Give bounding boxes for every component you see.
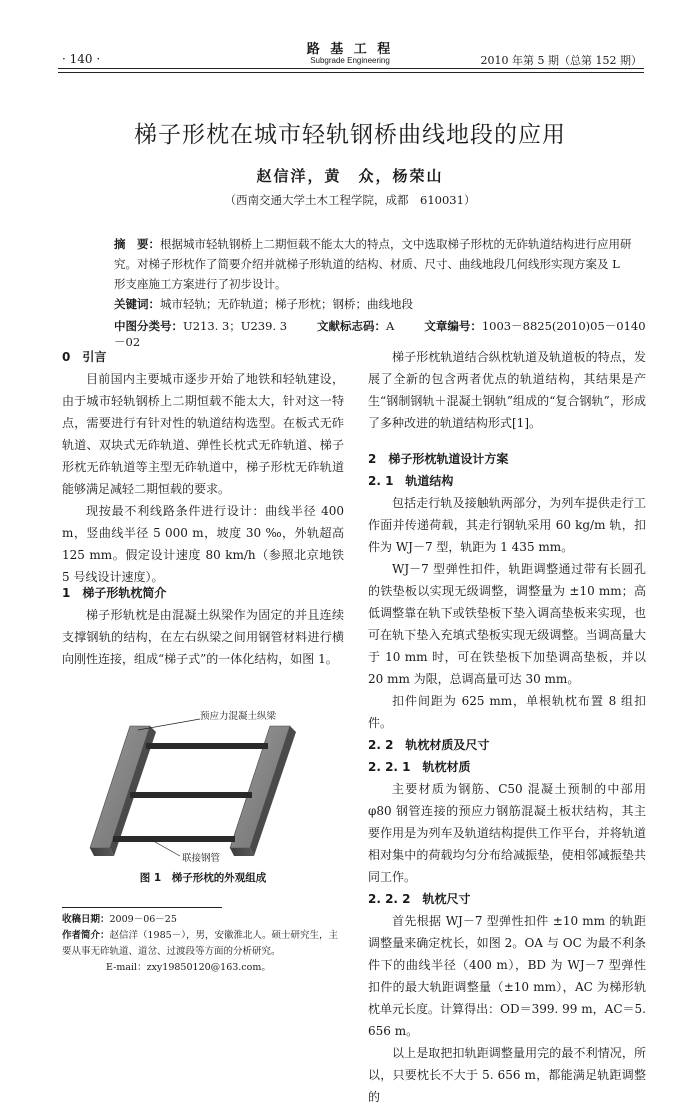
left-column-section1: [62, 582, 344, 670]
affiliation: （西南交通大学土木工程学院，成都 610031）: [224, 193, 476, 207]
left-column-top: [62, 346, 344, 588]
page-number: · 140 ·: [62, 52, 101, 66]
section-heading-2-2-2: 2. 2. 2 轨枕尺寸: [368, 892, 471, 906]
doccode-value: A: [386, 319, 395, 333]
articleno-label: 文章编号：: [424, 319, 482, 333]
clc-label: 中图分类号：: [114, 319, 183, 333]
left-beam-side: [90, 848, 114, 856]
doccode-label: 文献标志码：: [317, 319, 387, 333]
paragraph: WJ－7 型弹性扣件，轨距调整通过带有长圆孔的铁垫板以实现无级调整，调整量为 ±10 mm；高低调整靠在轨下或铁垫板下垫入调高垫板来实现，也可在轨下垫入充填式垫板实现无级调整。当调高量大于 10 mm 时，可在铁垫板下加垫调高垫板，并以 20 mm 为限，总调高量可达 30 mm。: [368, 562, 646, 686]
pipe-3: [113, 836, 235, 842]
author-list: 赵信洋，黄 众，杨荣山: [256, 167, 444, 185]
figure-caption: 图 1 梯子形枕的外观组成: [139, 872, 267, 884]
paragraph: 首先根据 WJ－7 型弹性扣件 ±10 mm 的轨距调整量来确定枕长，如图 2。OA 与 OC 为最不利条件下的曲线半径（400 m），BD 为 WJ－7 型弹性扣件的最大轨距调整量（±10 mm），AC 为梯形轨枕单元长度。计算得出：OD＝399. 99 m，AC＝5. 656 m。: [368, 914, 646, 1038]
paragraph: 扣件间距为 625 mm，单根轨枕布置 8 组扣件。: [368, 694, 646, 730]
received-value: 2009－06－25: [109, 914, 177, 925]
paragraph: 包括走行轨及接触轨两部分，为列车提供走行工作面并传递荷载，其走行钢轨采用 60 kg/m 轨，扣件为 WJ－7 型，轨距为 1 435 mm。: [368, 496, 646, 554]
keywords-label: 关键词：: [114, 297, 160, 311]
abstract: [114, 234, 634, 294]
author-bio-label: 作者简介：: [62, 930, 110, 941]
right-beam-side: [230, 848, 254, 856]
keywords: [114, 296, 634, 312]
issue-info: 2010 年第 5 期（总第 152 期）: [480, 54, 642, 67]
paragraph: 现按最不利线路条件进行设计：曲线半径 400 m，竖曲线半径 5 000 m，坡度 30 ‰，外轨超高 125 mm。假定设计速度 80 km/h（参照北京地铁 5 号线设计速度）。: [62, 504, 344, 584]
articleno-value: 1003－8825(2010)05－0140－02: [114, 319, 646, 349]
pipe-1: [146, 743, 268, 749]
received-date: [62, 912, 344, 928]
footnote: [62, 912, 344, 976]
section-heading-2-1: 2. 1 轨道结构: [368, 474, 454, 488]
paragraph: 主要材质为钢筋、C50 混凝土预制的中部用 φ80 钢管连接的预应力钢筋混凝土板状结构，其主要作用是为列车及轨道结构提供工作平台，并将轨道相对集中的荷载均匀分布给减振垫，使相邻减振垫共同工作。: [368, 782, 646, 884]
fig-label-beam: 预应力混凝土纵梁: [200, 711, 277, 722]
paragraph: 以上是取把扣轨距调整量用完的最不利情况，所以，只要枕长不大于 5. 656 m，都能满足轨距调整的: [368, 1046, 646, 1104]
ladder-sleeper-illustration: [68, 718, 338, 868]
abstract-label: 摘 要：: [114, 237, 160, 251]
paragraph: 目前国内主要城市逐步开始了地铁和轻轨建设，由于城市轻轨钢桥上二期恒载不能太大，针对这一特点，需要进行有针对性的轨道结构选型。在板式无砟轨道、双块式无砟轨道、弹性长枕式无砟轨道、梯子形枕无砟轨道等主型无砟轨道中，梯子形枕无砟轨道能够满足减轻二期恒载的要求。: [62, 372, 344, 496]
author-bio-text: 赵信洋（1985－），男，安徽淮北人。硕士研究生，主要从事无砟轨道、道岔、过渡段等方面的分析研究。: [62, 930, 338, 957]
author-bio: [62, 928, 344, 960]
section-heading-1: 1 梯子形轨枕简介: [62, 586, 167, 600]
journal-name: 路 基 工 程: [306, 42, 394, 57]
journal-name-en: Subgrade Engineering: [310, 56, 390, 65]
clc-value: U213. 3；U239. 3: [183, 319, 288, 333]
figure-1: [68, 711, 338, 878]
received-label: 收稿日期：: [62, 914, 110, 925]
pipe-2: [130, 792, 252, 798]
section-heading-2-2-1: 2. 2. 1 轨枕材质: [368, 760, 471, 774]
paragraph: 梯子形轨枕是由混凝土纵梁作为固定的并且连续支撑钢轨的结构，在左右纵梁之间用钢管材料进行横向刚性连接，组成“梯子式”的一体化结构，如图 1。: [62, 608, 344, 666]
paragraph: 梯子形枕轨道结合纵枕轨道及轨道板的特点，发展了全新的包含两者优点的轨道结构，其结果是产生“钢制钢轨＋混凝土钢轨”组成的“复合钢轨”，形成了多种改进的轨道结构形式[1]。: [368, 350, 646, 430]
footnote-rule: [62, 907, 222, 908]
leader-top: [138, 719, 200, 730]
header-rule-thin: [58, 72, 644, 73]
abstract-text: 根据城市轻轨钢桥上二期恒载不能太大的特点，文中选取梯子形枕的无砟轨道结构进行应用研究。对梯子形枕作了简要介绍并就梯子形轨道的结构、材质、尺寸、曲线地段几何线形实现方案及 L 形支座施工方案进行了初步设计。: [114, 237, 632, 291]
fig-label-pipe: 联接钢管: [182, 853, 221, 864]
right-column: [368, 346, 646, 1108]
section-heading-2: 2 梯子形枕轨道设计方案: [368, 452, 509, 466]
header-rule: [58, 68, 644, 69]
article-title: 梯子形枕在城市轻轨钢桥曲线地段的应用: [134, 122, 566, 148]
keywords-text: 城市轻轨；无砟轨道；梯子形枕；钢桥；曲线地段: [160, 297, 413, 311]
section-heading-2-2: 2. 2 轨枕材质及尺寸: [368, 738, 490, 752]
section-heading-0: 0 引言: [62, 350, 107, 364]
author-email: E-mail：zxy19850120@163.com。: [106, 962, 271, 973]
